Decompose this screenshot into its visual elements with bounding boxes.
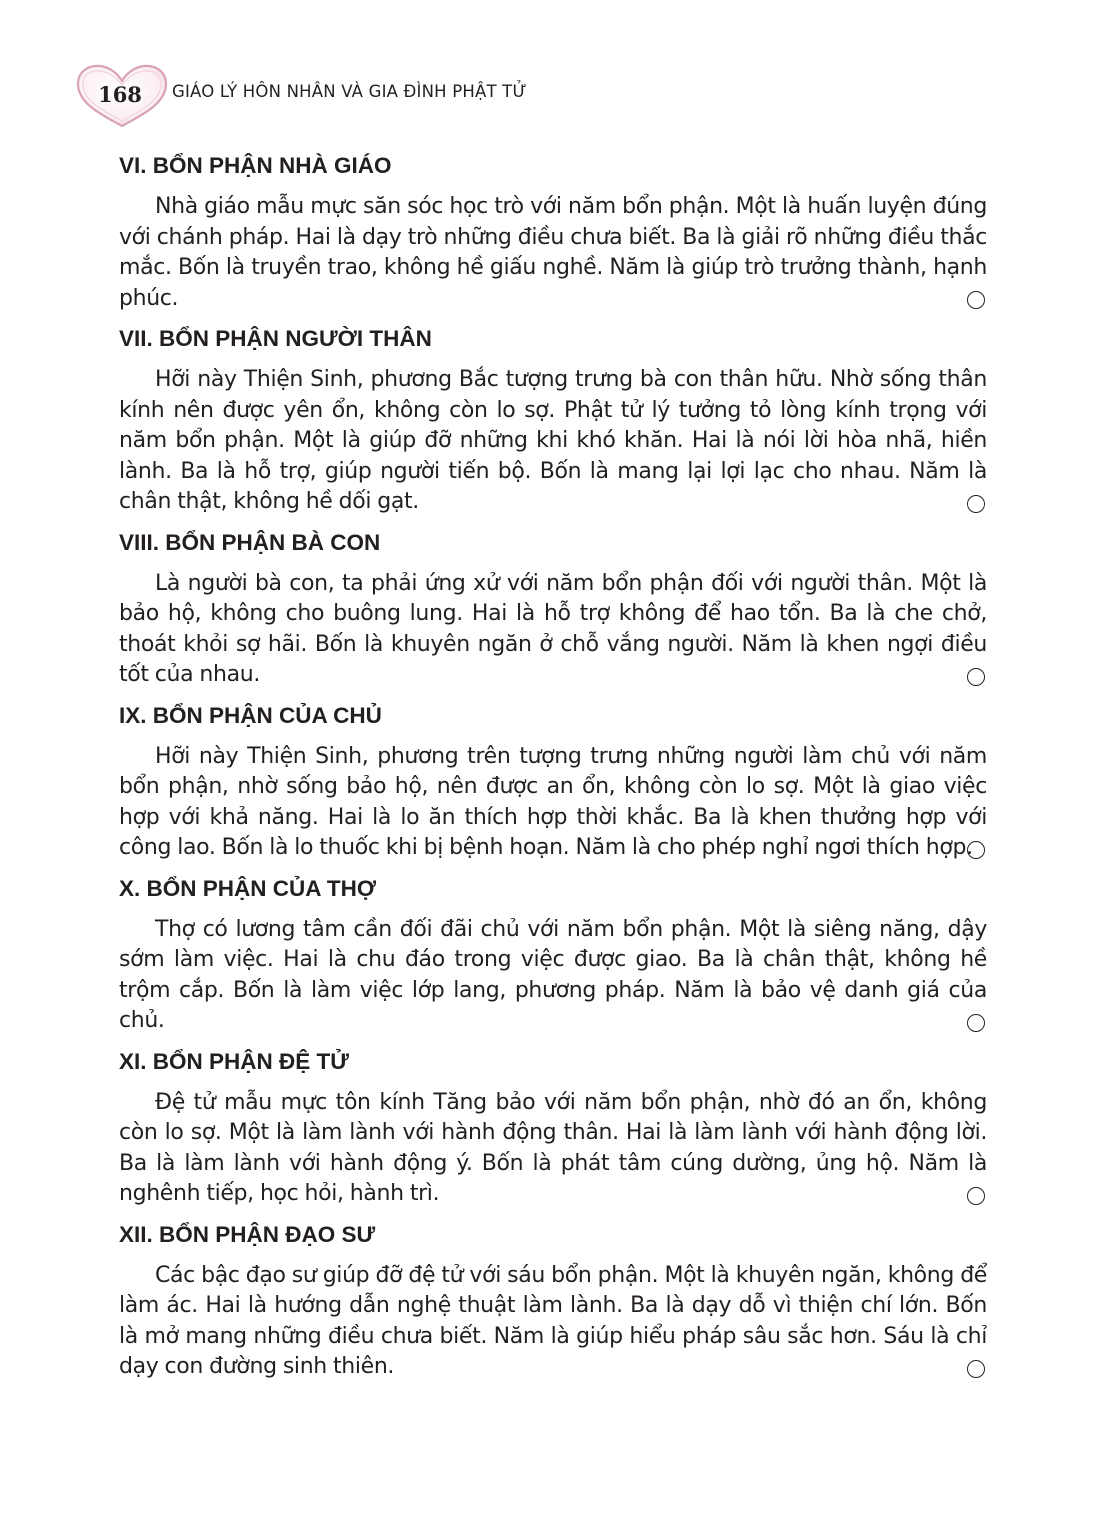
section-heading: XI. BỔN PHẬN ĐỆ TỬ: [119, 1048, 349, 1074]
paragraph-text: Là người bà con, ta phải ứng xử với năm bổn phận đối với người thân. Một là bảo hộ, không cho buông lung. Hai là hỗ trợ không để hao tổn. Ba là che chở, thoát khỏi sợ hãi. Bốn là khuyên ngăn ở chỗ vắng người. Năm là khen ngợi điều tốt của nhau.: [119, 570, 987, 687]
section-heading: XII. BỔN PHẬN ĐẠO SƯ: [119, 1221, 376, 1247]
section-xi: [119, 1046, 987, 1210]
page-header: [74, 62, 634, 132]
running-title: GIÁO LÝ HÔN NHÂN VÀ GIA ĐÌNH PHẬT TỬ: [172, 82, 527, 101]
end-circle-icon: [967, 291, 985, 309]
section-viii: [119, 527, 987, 691]
section-paragraph: [119, 915, 987, 1037]
section-paragraph: [119, 569, 987, 691]
section-paragraph: [119, 365, 987, 518]
end-circle-icon: [967, 495, 985, 513]
paragraph-text: Thợ có lương tâm cần đối đãi chủ với năm bổn phận. Một là siêng năng, dậy sớm làm việc. Hai là chu đáo trong việc được giao. Ba là chân thật, không hề trộm cắp. Bốn là làm việc lớp lang, phương pháp. Năm là bảo vệ danh giá của chủ.: [119, 916, 987, 1033]
section-xii: [119, 1219, 987, 1383]
section-heading: VI. BỔN PHẬN NHÀ GIÁO: [119, 153, 392, 178]
section-paragraph: [119, 742, 987, 864]
section-heading: VIII. BỔN PHẬN BÀ CON: [119, 529, 381, 555]
paragraph-text: Đệ tử mẫu mực tôn kính Tăng bảo với năm bổn phận, nhờ đó an ổn, không còn lo sợ. Một là làm lành với hành động thân. Hai là làm lành với hành động lời. Ba là làm lành với hành động ý. Bốn là phát tâm cúng dường, ủng hộ. Năm là nghênh tiếp, học hỏi, hành trì.: [119, 1089, 987, 1206]
section-vii: [119, 323, 987, 518]
section-heading: VII. BỔN PHẬN NGƯỜI THÂN: [119, 326, 432, 351]
page-number: 168: [98, 82, 142, 107]
paragraph-text: Các bậc đạo sư giúp đỡ đệ tử với sáu bổn phận. Một là khuyên ngăn, không để làm ác. Hai là hướng dẫn nghệ thuật làm lành. Ba là dạy dỗ vì thiện chí lớn. Bốn là mở mang những điều chưa biết. Năm là giúp hiểu pháp sâu sắc hơn. Sáu là chỉ dạy con đường sinh thiên.: [119, 1262, 987, 1379]
paragraph-text: Hỡi này Thiện Sinh, phương trên tượng trưng những người làm chủ với năm bổn phận, nhờ sống bảo hộ, nên được an ổn, không còn lo sợ. Một là giao việc hợp với khả năng. Hai là lo ăn thích hợp thời khắc. Ba là khen thưởng hợp với công lao. Bốn là lo thuốc khi bị bệnh hoạn. Năm là cho phép nghỉ ngơi thích hợp.: [119, 743, 987, 860]
section-paragraph: [119, 1261, 987, 1383]
end-circle-icon: [967, 1360, 985, 1378]
section-x: [119, 873, 987, 1037]
paragraph-text: Hỡi này Thiện Sinh, phương Bắc tượng trưng bà con thân hữu. Nhờ sống thân kính nên được yên ổn, không còn lo sợ. Phật tử lý tưởng tỏ lòng kính trọng với năm bổn phận. Một là giúp đỡ những khi khó khăn. Hai là nói lời hòa nhã, hiền lành. Ba là hỗ trợ, giúp người tiến bộ. Bốn là mang lại lợi lạc cho nhau. Năm là chân thật, không hề dối gạt.: [119, 367, 987, 514]
section-vi: [119, 150, 987, 314]
page-content: [119, 150, 987, 1392]
section-paragraph: [119, 1088, 987, 1210]
end-circle-icon: [967, 841, 985, 859]
section-heading: X. BỔN PHẬN CỦA THỢ: [119, 875, 377, 901]
paragraph-text: Nhà giáo mẫu mực săn sóc học trò với năm bổn phận. Một là huấn luyện đúng với chánh pháp. Hai là dạy trò những điều chưa biết. Ba là giải rõ những điều thắc mắc. Bốn là truyền trao, không hề giấu nghề. Năm là giúp trò trưởng thành, hạnh phúc.: [119, 194, 987, 311]
end-circle-icon: [967, 1187, 985, 1205]
end-circle-icon: [967, 1014, 985, 1032]
end-circle-icon: [967, 668, 985, 686]
section-ix: [119, 700, 987, 864]
section-paragraph: [119, 192, 987, 314]
section-heading: IX. BỔN PHẬN CỦA CHỦ: [119, 702, 382, 728]
